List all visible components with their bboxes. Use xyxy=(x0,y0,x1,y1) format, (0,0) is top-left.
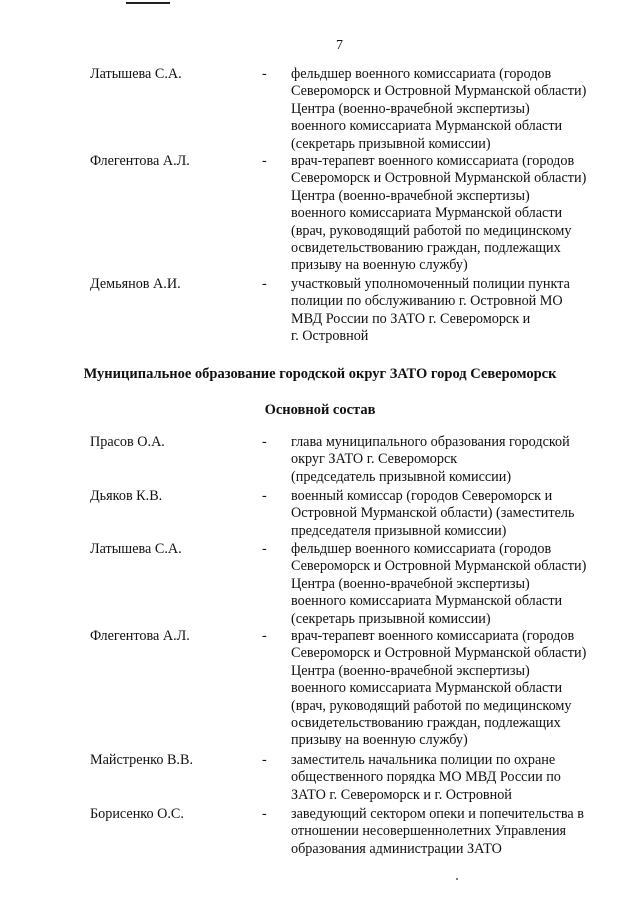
description-line: МВД России по ЗАТО г. Североморск и xyxy=(291,310,531,327)
member-description xyxy=(291,541,631,628)
description-line: образования администрации ЗАТО xyxy=(291,840,502,857)
member-name: Флегентова А.Л. xyxy=(90,628,190,644)
member-dash: - xyxy=(262,66,267,82)
member-name: Борисенко О.С. xyxy=(90,806,184,822)
member-dash: - xyxy=(262,628,267,644)
member-name: Дьяков К.В. xyxy=(90,488,163,504)
description-line: (секретарь призывной комиссии) xyxy=(291,135,491,152)
member-name: Майстренко В.В. xyxy=(90,752,193,768)
member-name: Прасов О.А. xyxy=(90,434,165,450)
member-dash: - xyxy=(262,276,267,292)
municipality-heading: Муниципальное образование городской округ ЗАТО город Североморск xyxy=(83,366,557,382)
description-line: врач-терапевт военного комиссариата (городов xyxy=(291,153,575,169)
member-description xyxy=(291,153,631,275)
member-name: Латышева С.А. xyxy=(90,541,182,557)
description-line: заведующий сектором опеки и попечительства в xyxy=(291,806,584,822)
description-line: участковый уполномоченный полиции пункта xyxy=(291,276,570,292)
description-line: Островной Мурманской области) (заместитель xyxy=(291,505,575,522)
member-description xyxy=(291,66,631,153)
member-name: Демьянов А.И. xyxy=(90,276,181,292)
description-line: военного комиссариата Мурманской области xyxy=(291,205,563,222)
description-line: фельдшер военного комиссариата (городов xyxy=(291,541,552,557)
description-line: военного комиссариата Мурманской области xyxy=(291,680,563,697)
description-line: военного комиссариата Мурманской области xyxy=(291,593,563,610)
member-name: Флегентова А.Л. xyxy=(90,153,190,169)
member-dash: - xyxy=(262,752,267,768)
description-line: (врач, руководящий работой по медицинскому xyxy=(291,697,572,714)
description-line: Центра (военно-врачебной экспертизы) xyxy=(291,187,530,204)
description-line: Североморск и Островной Мурманской области) xyxy=(291,558,587,575)
description-line: военного комиссариата Мурманской области xyxy=(291,118,563,135)
description-line: фельдшер военного комиссариата (городов xyxy=(291,66,552,82)
description-line: г. Островной xyxy=(291,328,369,345)
description-line: отношении несовершеннолетних Управления xyxy=(291,823,567,840)
scan-speck xyxy=(456,878,458,880)
member-dash: - xyxy=(262,806,267,822)
description-line: председателя призывной комиссии) xyxy=(291,522,507,539)
description-line: (врач, руководящий работой по медицинскому xyxy=(291,222,572,239)
member-dash: - xyxy=(262,488,267,504)
member-name: Латышева С.А. xyxy=(90,66,182,82)
composition-heading: Основной состав xyxy=(264,402,376,418)
page-number: 7 xyxy=(336,38,343,53)
member-description xyxy=(291,434,631,486)
description-line: врач-терапевт военного комиссариата (городов xyxy=(291,628,575,644)
member-description xyxy=(291,752,631,804)
description-line: (председатель призывной комиссии) xyxy=(291,468,512,485)
member-dash: - xyxy=(262,153,267,169)
description-line: Центра (военно-врачебной экспертизы) xyxy=(291,575,530,592)
description-line: заместитель начальника полиции по охране xyxy=(291,752,556,768)
description-line: призыву на военную службу) xyxy=(291,257,468,274)
description-line: (секретарь призывной комиссии) xyxy=(291,610,491,627)
description-line: освидетельствованию граждан, подлежащих xyxy=(291,240,561,257)
description-line: военный комиссар (городов Североморск и xyxy=(291,488,553,504)
description-line: Североморск и Островной Мурманской области) xyxy=(291,170,587,187)
description-line: ЗАТО г. Североморск и г. Островной xyxy=(291,786,512,803)
top-rule xyxy=(126,2,170,4)
description-line: округ ЗАТО г. Североморск xyxy=(291,451,458,468)
member-description xyxy=(291,488,631,540)
description-line: призыву на военную службу) xyxy=(291,732,468,749)
description-line: освидетельствованию граждан, подлежащих xyxy=(291,715,561,732)
description-line: глава муниципального образования городской xyxy=(291,434,570,450)
member-dash: - xyxy=(262,541,267,557)
description-line: Центра (военно-врачебной экспертизы) xyxy=(291,662,530,679)
description-line: общественного порядка МО МВД России по xyxy=(291,769,561,786)
description-line: Североморск и Островной Мурманской области) xyxy=(291,83,587,100)
member-description xyxy=(291,806,631,858)
member-description xyxy=(291,276,631,346)
description-line: Центра (военно-врачебной экспертизы) xyxy=(291,100,530,117)
description-line: полиции по обслуживанию г. Островной МО xyxy=(291,293,563,310)
description-line: Североморск и Островной Мурманской области) xyxy=(291,645,587,662)
member-dash: - xyxy=(262,434,267,450)
member-description xyxy=(291,628,631,750)
